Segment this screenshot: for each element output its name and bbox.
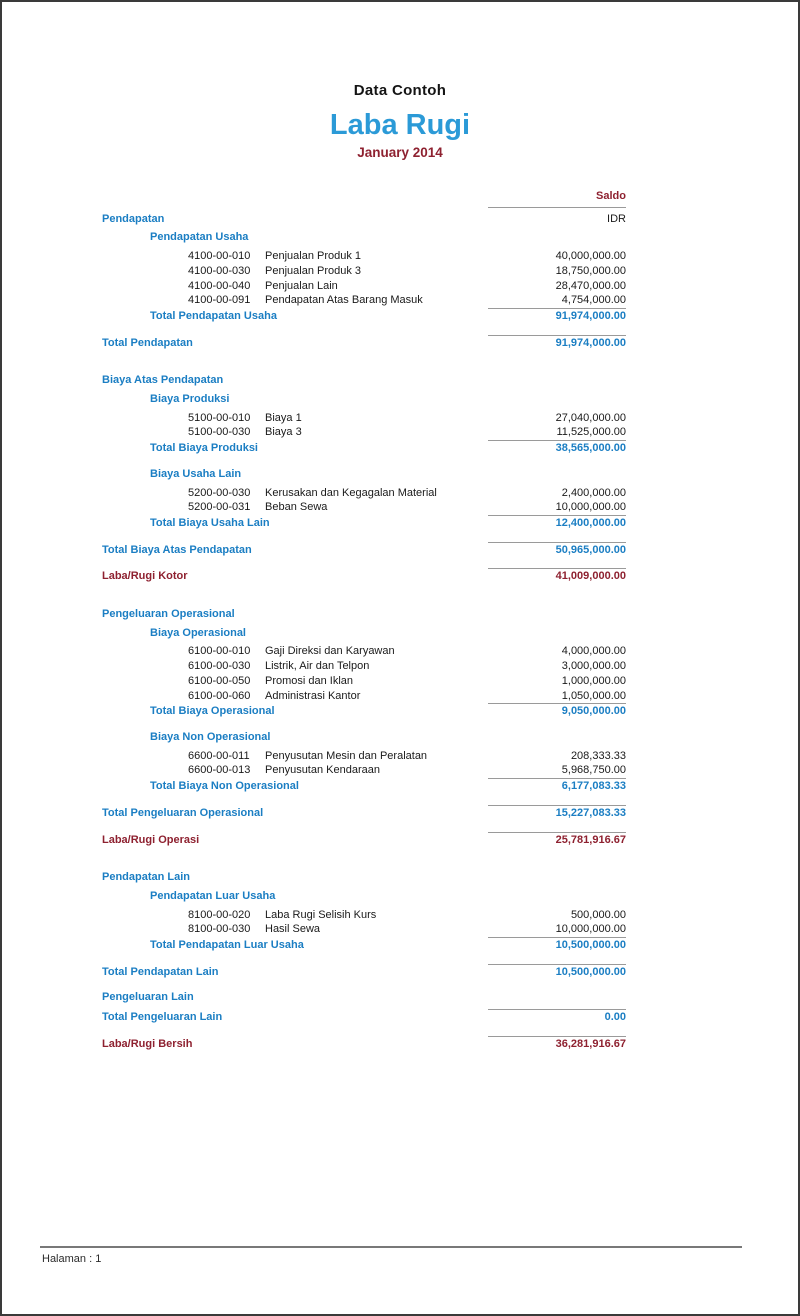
report-period: January 2014 xyxy=(357,145,443,160)
row-label: Total Pengeluaran Operasional xyxy=(102,806,264,819)
account-code: 5100-00-010 xyxy=(188,411,251,424)
group-header-row xyxy=(102,626,626,641)
account-row xyxy=(102,264,626,279)
amount-value: 12,400,000.00 xyxy=(488,515,626,531)
account-code: 6100-00-050 xyxy=(188,674,251,687)
report-title: Laba Rugi xyxy=(329,109,471,141)
footer-divider xyxy=(40,1246,742,1248)
amount-value: 15,227,083.33 xyxy=(488,805,626,821)
row-label: Total Pendapatan Usaha xyxy=(150,309,277,322)
account-name: Biaya 1 xyxy=(265,411,302,424)
section-header-row xyxy=(102,990,626,1005)
amount-value: 38,565,000.00 xyxy=(488,440,626,456)
row-label: Biaya Produksi xyxy=(150,393,230,406)
account-code: 4100-00-091 xyxy=(188,294,251,307)
report-body xyxy=(102,189,626,1052)
group-total-row xyxy=(102,440,626,456)
group-header-row xyxy=(102,730,626,745)
row-label: Total Biaya Operasional xyxy=(150,705,275,718)
row-label: Total Pengeluaran Lain xyxy=(102,1011,223,1024)
amount-value: 41,009,000.00 xyxy=(488,568,626,584)
account-row xyxy=(102,922,626,937)
row-label: Pengeluaran Lain xyxy=(102,991,194,1004)
row-label: Total Biaya Atas Pendapatan xyxy=(102,543,252,556)
amount-value: 28,470,000.00 xyxy=(555,279,626,292)
account-row xyxy=(102,486,626,501)
amount-value: 10,000,000.00 xyxy=(555,501,626,514)
row-label: Pendapatan xyxy=(102,212,165,225)
account-code: 5200-00-030 xyxy=(188,486,251,499)
amount-value: 3,000,000.00 xyxy=(561,660,626,673)
account-name: Laba Rugi Selisih Kurs xyxy=(265,908,377,921)
account-row xyxy=(102,425,626,440)
row-label: Laba/Rugi Bersih xyxy=(102,1037,193,1050)
section-total-row xyxy=(102,964,626,980)
amount-value: 10,500,000.00 xyxy=(488,937,626,953)
account-row xyxy=(102,908,626,923)
account-code: 6600-00-013 xyxy=(188,764,251,777)
amount-value: 500,000.00 xyxy=(570,908,626,921)
amount-value: 36,281,916.67 xyxy=(488,1036,626,1052)
section-header-row xyxy=(102,607,626,622)
account-row xyxy=(102,279,626,294)
row-label: Total Biaya Non Operasional xyxy=(150,780,299,793)
group-total-row xyxy=(102,937,626,953)
row-label: Total Pendapatan xyxy=(102,336,193,349)
group-header-row xyxy=(102,392,626,407)
row-label: Total Biaya Produksi xyxy=(150,442,258,455)
page-number-label: Halaman : 1 xyxy=(42,1253,102,1265)
account-row xyxy=(102,689,626,704)
report-header xyxy=(2,2,798,160)
report-footer xyxy=(40,1246,742,1265)
account-code: 5200-00-031 xyxy=(188,501,251,514)
account-row xyxy=(102,763,626,778)
net-result-row xyxy=(102,568,626,584)
account-name: Administrasi Kantor xyxy=(265,689,361,702)
amount-value: 4,000,000.00 xyxy=(561,645,626,658)
net-result-row xyxy=(102,1036,626,1052)
amount-value: 25,781,916.67 xyxy=(488,832,626,848)
row-label: Biaya Usaha Lain xyxy=(150,467,242,480)
account-name: Promosi dan Iklan xyxy=(265,674,354,687)
account-row xyxy=(102,644,626,659)
section-total-row xyxy=(102,335,626,351)
section-total-row xyxy=(102,805,626,821)
amount-value: 208,333.33 xyxy=(570,749,626,762)
account-code: 4100-00-010 xyxy=(188,250,251,263)
amount-value: 11,525,000.00 xyxy=(556,426,626,439)
account-name: Kerusakan dan Kegagalan Material xyxy=(265,486,437,499)
account-row xyxy=(102,674,626,689)
group-total-row xyxy=(102,778,626,794)
column-header-row xyxy=(102,189,626,208)
amount-value: 91,974,000.00 xyxy=(488,335,626,351)
row-label: Pendapatan Luar Usaha xyxy=(150,889,276,902)
amount-value: 10,000,000.00 xyxy=(555,923,626,936)
row-label: Biaya Operasional xyxy=(150,626,246,639)
amount-value: 1,050,000.00 xyxy=(561,689,626,702)
account-code: 4100-00-040 xyxy=(188,279,251,292)
account-code: 4100-00-030 xyxy=(188,264,251,277)
row-label: Laba/Rugi Kotor xyxy=(102,570,188,583)
row-label: Total Pendapatan Luar Usaha xyxy=(150,939,304,952)
account-row xyxy=(102,659,626,674)
row-label: Biaya Atas Pendapatan xyxy=(102,374,224,387)
amount-value: Saldo xyxy=(488,189,626,208)
amount-value: 27,040,000.00 xyxy=(555,411,626,424)
account-row xyxy=(102,411,626,426)
account-name: Listrik, Air dan Telpon xyxy=(265,660,370,673)
account-row xyxy=(102,293,626,308)
amount-value: 6,177,083.33 xyxy=(488,778,626,794)
account-name: Hasil Sewa xyxy=(265,923,321,936)
account-name: Penjualan Lain xyxy=(265,279,338,292)
section-header-row xyxy=(102,212,626,227)
account-code: 6600-00-011 xyxy=(188,749,250,762)
amount-value: 9,050,000.00 xyxy=(488,703,626,719)
account-code: 6100-00-060 xyxy=(188,689,251,702)
group-total-row xyxy=(102,308,626,324)
amount-value: 5,968,750.00 xyxy=(561,764,626,777)
section-header-row xyxy=(102,870,626,885)
net-result-row xyxy=(102,832,626,848)
account-name: Penjualan Produk 3 xyxy=(265,264,362,277)
account-code: 6100-00-030 xyxy=(188,660,251,673)
account-name: Gaji Direksi dan Karyawan xyxy=(265,645,395,658)
account-name: Biaya 3 xyxy=(265,426,302,439)
row-label: Pendapatan Lain xyxy=(102,871,191,884)
group-total-row xyxy=(102,515,626,531)
section-header-row xyxy=(102,373,626,388)
account-name: Penyusutan Mesin dan Peralatan xyxy=(265,749,428,762)
row-label: Biaya Non Operasional xyxy=(150,730,271,743)
account-code: 8100-00-020 xyxy=(188,908,251,921)
group-header-row xyxy=(102,467,626,482)
group-total-row xyxy=(102,703,626,719)
row-label: Pendapatan Usaha xyxy=(150,231,249,244)
amount-value: 50,965,000.00 xyxy=(488,542,626,558)
account-name: Beban Sewa xyxy=(265,501,328,514)
section-total-row xyxy=(102,1009,626,1025)
amount-value: 10,500,000.00 xyxy=(488,964,626,980)
amount-value: 0.00 xyxy=(488,1009,626,1025)
account-row xyxy=(102,749,626,764)
amount-value: 40,000,000.00 xyxy=(555,250,626,263)
account-row xyxy=(102,500,626,515)
account-row xyxy=(102,249,626,264)
row-label: Total Biaya Usaha Lain xyxy=(150,516,270,529)
amount-value: 18,750,000.00 xyxy=(555,264,626,277)
row-label: Laba/Rugi Operasi xyxy=(102,833,200,846)
account-name: Penyusutan Kendaraan xyxy=(265,764,380,777)
row-label: Pengeluaran Operasional xyxy=(102,608,235,621)
account-code: 6100-00-010 xyxy=(188,645,251,658)
account-name: Penjualan Produk 1 xyxy=(265,250,362,263)
company-name: Data Contoh xyxy=(353,82,447,99)
amount-value: 4,754,000.00 xyxy=(561,294,626,307)
amount-value: IDR xyxy=(607,212,626,225)
amount-value: 2,400,000.00 xyxy=(561,486,626,499)
group-header-row xyxy=(102,889,626,904)
amount-value: 91,974,000.00 xyxy=(488,308,626,324)
account-code: 5100-00-030 xyxy=(188,426,251,439)
section-total-row xyxy=(102,542,626,558)
account-code: 8100-00-030 xyxy=(188,923,251,936)
account-name: Pendapatan Atas Barang Masuk xyxy=(265,294,423,307)
group-header-row xyxy=(102,230,626,245)
row-label: Total Pendapatan Lain xyxy=(102,965,219,978)
amount-value: 1,000,000.00 xyxy=(561,674,626,687)
